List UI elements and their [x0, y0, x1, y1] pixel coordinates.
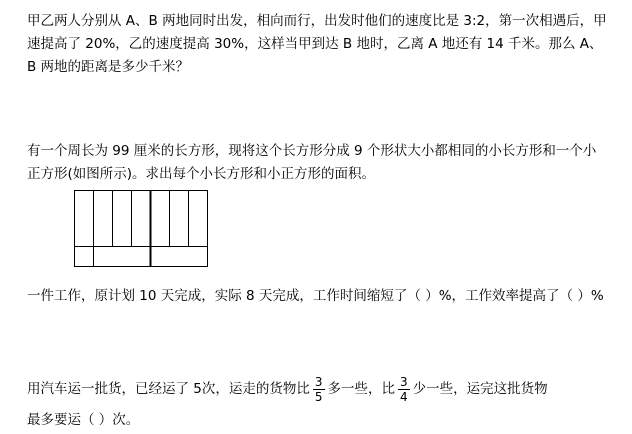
fraction-numerator: 3: [314, 374, 323, 389]
problem-3-text: 一件工作，原计划 10 天完成，实际 8 天完成，工作时间缩短了（ ）%，工作效率提高了（ ）%: [27, 288, 604, 304]
problem-2-text: 有一个周长为 99 厘米的长方形，现将这个长方形分成 9 个形状大小都相同的小长方形和一个小正方形(如图所示)。求出每个小长方形和小正方形的面积。: [27, 143, 597, 182]
fraction-three-quarters: [398, 375, 410, 404]
fraction-denominator: 5: [314, 389, 323, 404]
problem-4-part2: 多一些，比: [327, 381, 396, 397]
problem-4-text: [27, 369, 607, 432]
problem-4-line2: 最多要运（ ）次。: [27, 412, 140, 428]
fraction-denominator: 4: [400, 389, 408, 404]
fraction-numerator: 3: [400, 374, 408, 389]
problem-4-part3: 少一些，运完这批货物: [412, 381, 548, 397]
fraction-three-fifths: [313, 375, 325, 404]
outer-rectangle: [75, 191, 208, 267]
rectangle-division-figure: [74, 190, 208, 267]
problem-1-text: 甲乙两人分别从 A、B 两地同时出发，相向而行，出发时他们的速度比是 3:2，第一次相遇后，甲速提高了 20%，乙的速度提高 30%，这样当甲到达 B 地时，乙离 A 地还有 14 千米。那么 A、B 两地的距离是多少千米？: [27, 13, 607, 75]
problem-4-part1: 用汽车运一批货，已经运了 5次，运走的货物比: [27, 381, 310, 397]
